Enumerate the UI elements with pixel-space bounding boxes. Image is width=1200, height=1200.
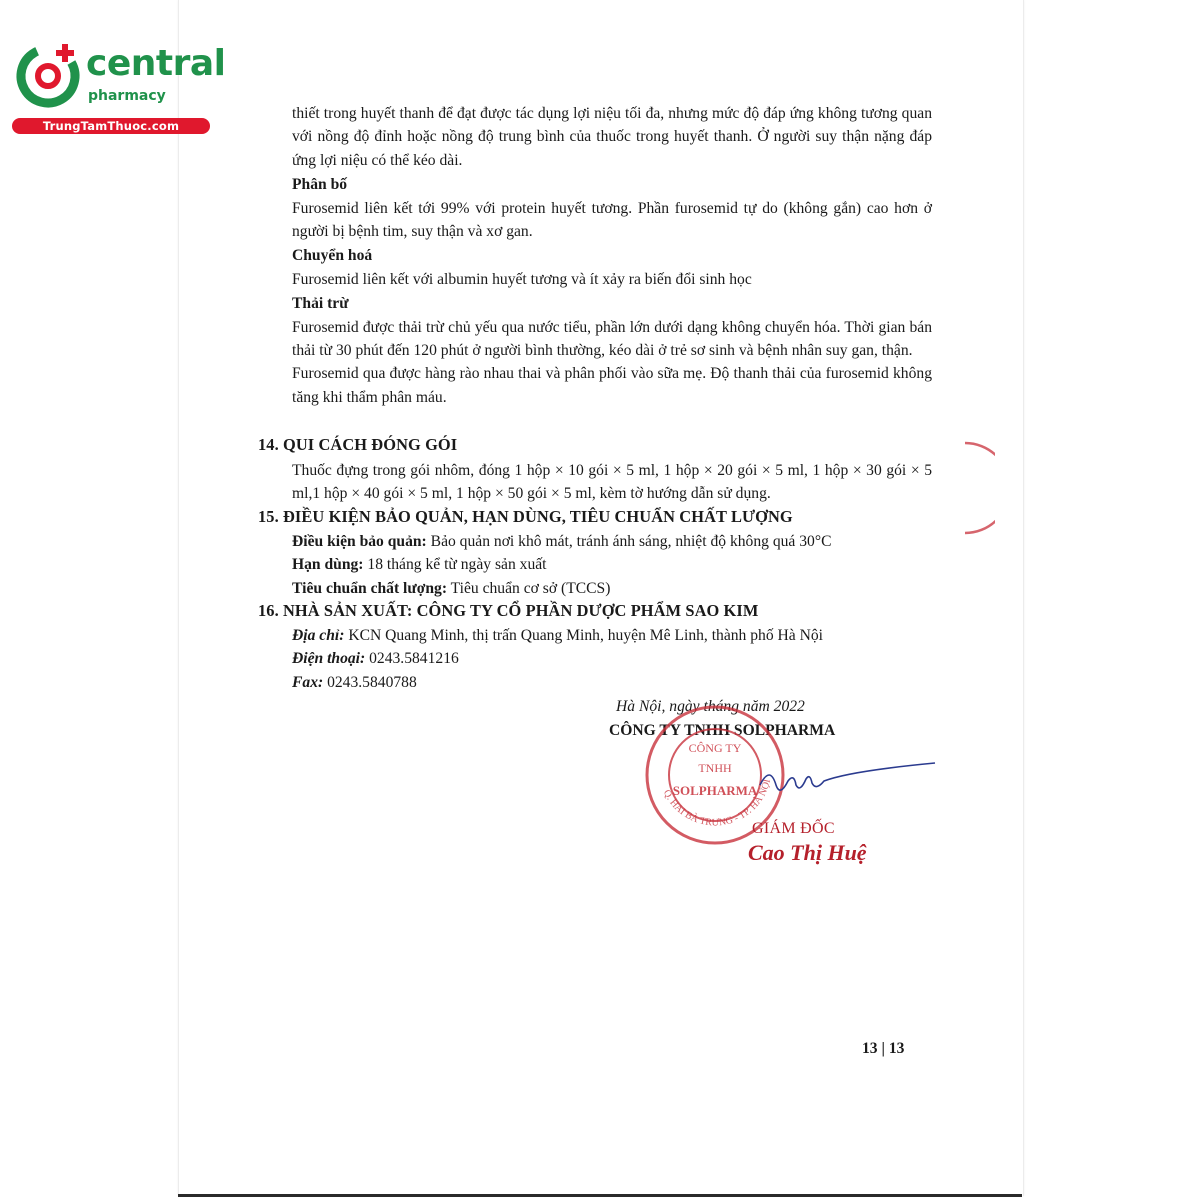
- elimination-paragraph-2: Furosemid qua được hàng rào nhau thai và phân phối vào sữa mẹ. Độ thanh thải của furosemid không tăng khi thẩm phân máu.: [292, 365, 932, 406]
- subheading-metabolism: Chuyển hoá: [292, 247, 373, 265]
- logo-tagline: pharmacy: [88, 88, 166, 104]
- section-16-body: [292, 624, 932, 694]
- standard-value: Tiêu chuẩn cơ sở (TCCS): [447, 579, 611, 597]
- subheading-distribution: Phân bố: [292, 176, 348, 194]
- expiry-value: 18 tháng kể từ ngày sản xuất: [363, 556, 547, 574]
- subheading-elimination: Thải trừ: [292, 295, 349, 313]
- expiry-line: [292, 553, 932, 576]
- packaging-paragraph: Thuốc đựng trong gói nhôm, đóng 1 hộp × 10 gói × 5 ml, 1 hộp × 20 gói × 5 ml, 1 hộp × 30 gói × 5 ml,1 hộp × 40 gói × 5 ml, 1 hộp × 50 gói × 5 ml, kèm tờ hướng dẫn sử dụng.: [292, 462, 932, 503]
- svg-text:Q. HAI BÀ TRƯNG - TP. HÀ NỘI: Q. HAI BÀ TRƯNG - TP. HÀ NỘI: [660, 778, 773, 829]
- section-15-heading: 15. ĐIỀU KIỆN BẢO QUẢN, HẠN DÙNG, TIÊU CHUẨN CHẤT LƯỢNG: [258, 507, 793, 526]
- storage-value: Bảo quản nơi khô mát, tránh ánh sáng, nhiệt độ không quá 30°C: [426, 533, 832, 550]
- svg-text:SOLPHARMA: SOLPHARMA: [672, 783, 758, 798]
- phone-value: 0243.5841216: [365, 650, 459, 668]
- expiry-label: Hạn dùng:: [292, 556, 364, 574]
- address-label: Địa chỉ:: [292, 627, 345, 644]
- fax-label: Fax:: [292, 673, 324, 691]
- section-14-body: [292, 459, 932, 506]
- storage-line: [292, 530, 932, 553]
- signer-name: Cao Thị Huệ: [748, 840, 867, 865]
- svg-text:CÔNG TY: CÔNG TY: [688, 741, 742, 755]
- page-number: 13 | 13: [862, 1040, 905, 1057]
- signature-date: Hà Nội, ngày tháng năm 2022: [616, 698, 805, 715]
- intro-paragraph: thiết trong huyết thanh để đạt được tác dụng lợi niệu tối đa, nhưng mức độ đáp ứng không tương quan với nồng độ đỉnh hoặc nồng độ trung bình của thuốc trong huyết thanh. Ở người suy thận nặng đáp ứng lợi niệu có thể kéo dài.: [292, 105, 932, 169]
- edge-seal-fragment-icon: [955, 438, 995, 538]
- phone-line: [292, 647, 932, 670]
- phone-label: Điện thoại:: [292, 650, 366, 668]
- logo-website: TrungTamThuoc.com: [12, 118, 210, 134]
- signature-scribble-icon: [740, 755, 940, 805]
- svg-text:TNHH: TNHH: [698, 761, 732, 775]
- standard-label: Tiêu chuẩn chất lượng:: [292, 579, 448, 597]
- storage-label: Điều kiện bảo quản:: [292, 533, 427, 550]
- address-value: KCN Quang Minh, thị trấn Quang Minh, huyện Mê Linh, thành phố Hà Nội: [344, 627, 824, 644]
- elimination-paragraph: Furosemid được thải trừ chủ yếu qua nước tiểu, phần lớn dưới dạng không chuyển hóa. Thời gian bán thải từ 30 phút đến 120 phút ở người bình thường, kéo dài ở trẻ sơ sinh và bệnh nhân suy gan, thận.: [292, 318, 932, 360]
- metabolism-paragraph: Furosemid liên kết với albumin huyết tương và ít xảy ra biến đổi sinh học: [292, 270, 752, 288]
- section-14-heading: 14. QUI CÁCH ĐÓNG GÓI: [258, 435, 458, 454]
- pharmacokinetics-text: [292, 102, 932, 409]
- address-line: [292, 624, 932, 647]
- signer-title: GIÁM ĐỐC: [752, 820, 835, 837]
- section-15-body: [292, 530, 932, 600]
- page-bottom-border: [178, 1194, 1022, 1197]
- logo-brand-text: central: [86, 43, 226, 84]
- signature-company: CÔNG TY TNHH SOLPHARMA: [609, 722, 836, 739]
- section-16-heading: 16. NHÀ SẢN XUẤT: CÔNG TY CỔ PHẦN DƯỢC PHẨM SAO KIM: [258, 601, 759, 620]
- distribution-paragraph: Furosemid liên kết tới 99% với protein huyết tương. Phần furosemid tự do (không gắn) cao hơn ở người bị bệnh tim, suy thận và xơ gan.: [292, 199, 932, 241]
- fax-value: 0243.5840788: [323, 673, 417, 691]
- fax-line: [292, 671, 932, 694]
- standard-line: [292, 577, 932, 600]
